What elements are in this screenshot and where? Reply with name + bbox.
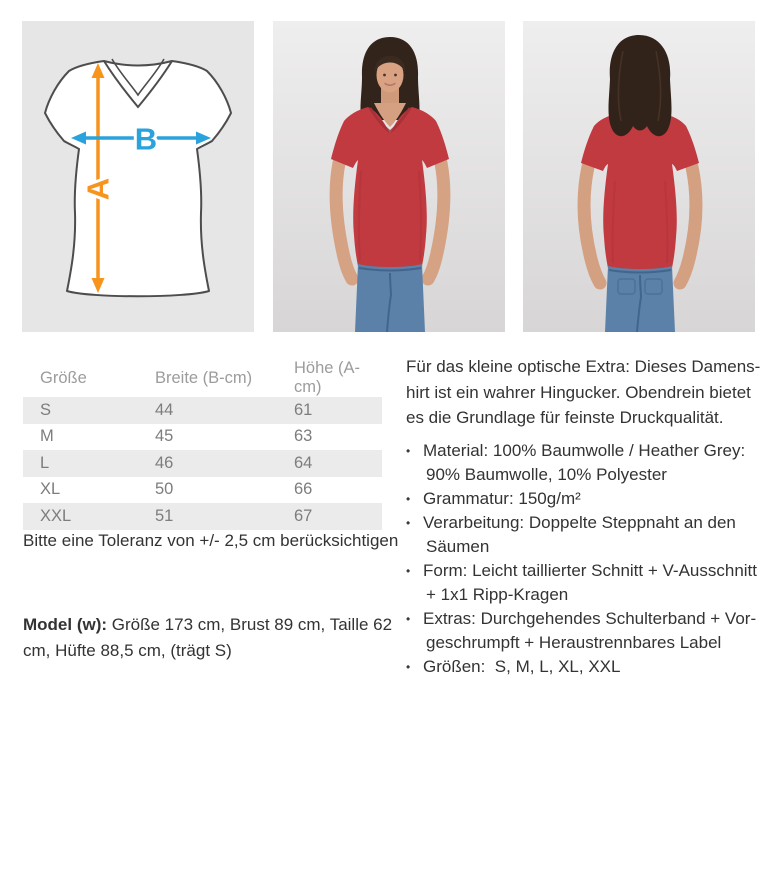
bullet-material [406,439,774,487]
bullet-form [406,559,774,607]
table-cell: 64 [277,450,382,477]
model-measurements-line2: cm, Hüfte 88,5 cm, (trägt S) [23,641,232,660]
table-cell: 67 [277,503,382,530]
model-measurements-line1 [23,612,392,638]
bullet-line: 90% Baumwolle, 10% Polyester [426,464,667,484]
label-b: B [134,121,158,157]
intro-line: Für das kleine optische Extra: Dieses Damens- [406,357,761,376]
bullet-line: Verarbeitung: Doppelte Steppnaht an den [423,512,736,532]
model-front-svg [273,21,505,332]
table-header-row [23,359,382,397]
table-row [23,450,382,477]
bullet-grammatur [406,487,774,511]
table-cell: 44 [138,397,277,424]
table-cell: S [23,397,138,424]
table-cell: 63 [294,427,313,446]
tolerance-note: Bitte eine Toleranz von +/- 2,5 cm berücksichtigen [23,531,399,550]
bullet-line: Grammatur: 150g/m² [423,488,581,508]
model-line1-rest: Größe 173 cm, Brust 89 cm, Taille 62 [107,615,393,634]
bullet-line: + 1x1 Ripp-Kragen [426,584,569,604]
intro-line: hirt ist ein wahrer Hingucker. Obendrein bietet [406,382,751,402]
model-back-photo [523,21,755,332]
bullet-line: Form: Leicht taillierter Schnitt + V-Ausschnitt [423,560,757,580]
table-cell: L [23,450,138,477]
table-cell: 46 [138,450,277,477]
model-back-svg [523,21,755,332]
col-header-height: Höhe (A-cm) [294,359,361,396]
table-cell: XXL [23,503,138,530]
table-cell: M [40,427,54,446]
table-cell: 50 [155,480,174,499]
bullet-icon: • [406,563,411,578]
bullet-verarbeitung [406,511,774,559]
size-table [23,359,382,530]
bullet-icon: • [406,659,411,674]
table-cell: XL [40,480,61,499]
table-row [23,424,382,451]
bullet-line: Extras: Durchgehendes Schulterband + Vor- [423,608,757,628]
table-cell: 45 [155,427,174,446]
product-description [406,354,774,679]
model-front-photo [273,21,505,332]
table-cell: 66 [294,480,313,499]
bullet-icon: • [406,611,411,626]
label-a: A [80,177,116,201]
bullet-line: geschrumpft + Heraustrennbares Label [426,632,722,652]
model-label: Model (w): [23,615,108,634]
model-eye-left [383,74,386,77]
bullet-icon: • [406,515,411,530]
model-eye-right [394,74,397,77]
size-diagram-image [22,21,254,332]
table-row [23,397,382,424]
bullet-icon: • [406,443,411,458]
bullet-line: Säumen [426,536,490,556]
bullet-groessen [406,655,774,679]
tshirt-diagram-svg [22,21,254,332]
model-measurements [23,612,392,664]
col-header-size: Größe [40,368,87,387]
table-cell: 51 [138,503,277,530]
bullet-line: Material: 100% Baumwolle / Heather Grey: [423,440,746,460]
col-header-width: Breite (B-cm) [155,368,253,387]
description-intro [406,354,774,431]
table-cell: 61 [277,397,382,424]
bullet-extras [406,607,774,655]
feature-bullet-list [406,439,774,679]
intro-line: es die Grundlage für feinste Druckqualität. [406,408,724,427]
bullet-icon: • [406,491,411,506]
bullet-line: Größen: S, M, L, XL, XXL [423,656,621,676]
table-row [23,503,382,530]
table-row [23,477,382,504]
